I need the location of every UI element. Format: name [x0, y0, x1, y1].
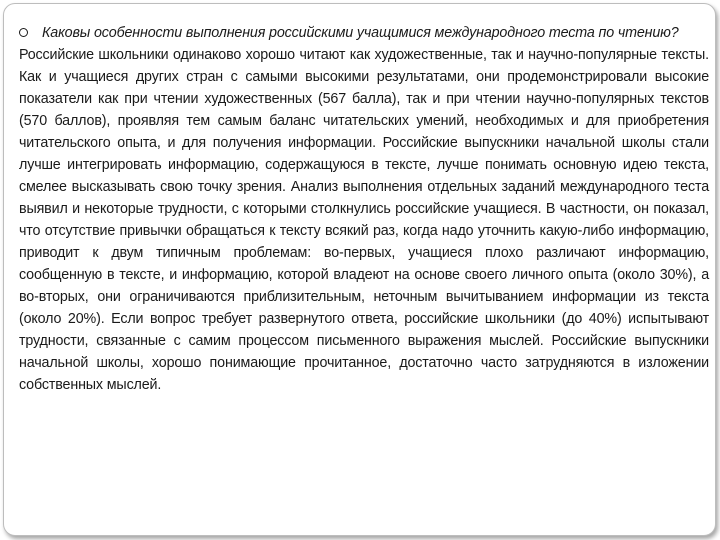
question-heading: Каковы особенности выполнения российскими учащимися международного теста по чтению?	[42, 25, 679, 41]
question-line	[19, 22, 709, 44]
slide-content	[19, 22, 709, 396]
body-paragraph: Российские школьники одинаково хорошо читают как художественные, так и научно-популярные тексты. Как и учащиеся других стран с самыми высокими результатами, они продемонстрировали высокие показатели как при чтении художественных (567 балла), так и при чтении научно-популярных текстов (570 баллов), проявляя тем самым баланс читательских умений, необходимых и для приобретения читательского опыта, и для получения информации. Российские выпускники начальной школы стали лучше интегрировать информацию, содержащуюся в тексте, лучше понимать основную идею текста, смелее высказывать свою точку зрения. Анализ выполнения отдельных заданий международного теста выявил и некоторые трудности, с которыми столкнулись российские учащиеся. В частности, он показал, что отсутствие привычки обращаться к тексту всякий раз, когда надо уточнить какую-либо информацию, приводит к двум типичным проблемам: во-первых, учащиеся плохо различают информацию, сообщенную в тексте, и информацию, которой владеют на основе своего личного опыта (около 30%), а во-вторых, они ограничиваются приблизительным, неточным вычитыванием информации из текста (около 20%). Если вопрос требует развернутого ответа, российские школьники (до 40%) испытывают трудности, связанные с самим процессом письменного выражения мыслей. Российские выпускники начальной школы, хорошо понимающие прочитанное, достаточно часто затрудняются в изложении собственных мыслей.	[19, 47, 709, 393]
circle-bullet-icon	[19, 28, 28, 37]
slide-frame	[3, 3, 716, 536]
